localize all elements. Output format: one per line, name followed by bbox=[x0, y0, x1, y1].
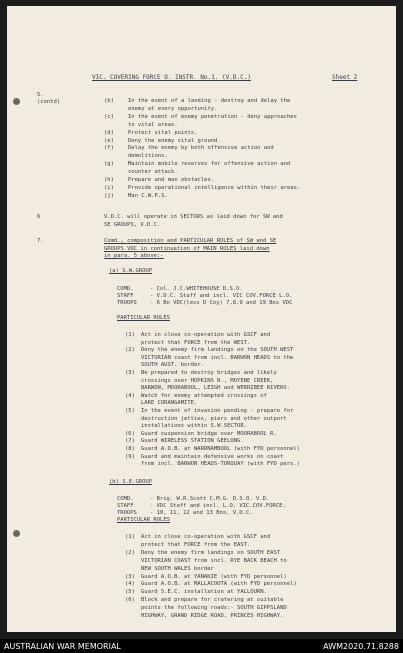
footer-accession: AWM2020.71.8288 bbox=[323, 642, 399, 651]
sw-role-text: Guard A.O.B. at WARRNAMBOOL (with FYD personnel) bbox=[141, 446, 300, 452]
se-role-marker: (5) bbox=[125, 589, 135, 596]
para-5-item-text: counter attack. bbox=[128, 169, 178, 176]
para-6-line: SE GROUPS, V.D.C. bbox=[104, 221, 161, 228]
se-role-text: HIGHWAY, GRAND RIDGE ROAD, PRINCES HIGHWAY. bbox=[141, 613, 284, 619]
sw-role-text: Deny the enemy firm landings on the SOUTH WEST bbox=[141, 347, 294, 354]
para-5-number: 5. bbox=[37, 92, 44, 98]
para-7-line: in para. 5 above:- bbox=[104, 253, 164, 259]
archive-footer bbox=[0, 639, 403, 653]
sw-comd-value: - Col. J.C.WHITEHOUSE D.S.O. bbox=[150, 286, 243, 292]
se-group-heading: (b) S.E.GROUP bbox=[109, 479, 153, 485]
footer-institution: AUSTRALIAN WAR MEMORIAL bbox=[4, 642, 121, 651]
para-5-item-text: Protect vital points. bbox=[128, 129, 198, 136]
para-5-item-text: Delay the enemy by both offensive action and bbox=[128, 145, 274, 152]
sw-staff-label: STAFF bbox=[117, 293, 134, 299]
sw-role-text: Act in close co-operation with GSCF and bbox=[141, 332, 271, 338]
se-role-marker: (3) bbox=[125, 573, 135, 580]
para-7-line: GROUPS VDC in continuation of MAIN ROLES laid down bbox=[104, 245, 270, 252]
sw-group-heading: (a) S.W.GROUP bbox=[109, 268, 153, 274]
se-troops-label: TROOPS bbox=[117, 510, 137, 516]
se-troops-value: - 10, 11, 12 and 13 Bns. V.D.C. bbox=[150, 510, 253, 516]
sw-role-text: VICTORIAN coast from incl. BARWON HEADS to the bbox=[141, 354, 294, 361]
sw-troops-label: TROOPS bbox=[117, 300, 137, 306]
se-role-marker: (6) bbox=[125, 597, 135, 604]
document-page bbox=[7, 6, 396, 632]
para-5-item-text: Maintain mobile reserves for offensive action and bbox=[128, 161, 291, 168]
sw-role-marker: (3) bbox=[125, 370, 135, 376]
se-role-text: NEW SOUTH WALES border bbox=[141, 565, 214, 572]
sw-roles-heading: PARTICULAR ROLES bbox=[117, 315, 170, 321]
sw-role-marker: (9) bbox=[125, 453, 135, 460]
para-5-item-text: In the event of enemy penetration - deny approaches bbox=[128, 113, 297, 120]
sw-role-text: Guard WIRELESS STATION GEELONG. bbox=[141, 438, 244, 445]
para-5-item-marker: (g) bbox=[104, 161, 114, 168]
para-5-item-text: Provide operational intelligence within their areas. bbox=[128, 184, 301, 191]
sheet-number: Sheet 2 bbox=[332, 74, 358, 81]
document-title: VIC. COVERING FORCE O. INSTR. No.1. (V.D.C.) bbox=[92, 74, 251, 81]
sw-role-text: Guard suspension bridge over MOORABOOL R. bbox=[141, 430, 277, 437]
se-role-marker: (4) bbox=[125, 581, 135, 588]
se-role-text: VICTORIAN COAST from incl. RYE BACK BEACH to bbox=[141, 557, 287, 564]
sw-role-marker: (2) bbox=[125, 347, 135, 354]
se-role-marker: (1) bbox=[125, 534, 135, 540]
para-5-item-text: Deny the enemy vital ground. bbox=[128, 137, 221, 144]
sw-role-marker: (5) bbox=[125, 408, 135, 414]
para-5-item-marker: (h) bbox=[104, 177, 114, 183]
para-5-item-text: Man C.W.P.S. bbox=[128, 192, 168, 199]
sw-role-text: crossings over HOPKINS R., MOYENE CREEK, bbox=[141, 377, 274, 384]
se-roles-heading: PARTICULAR ROLES bbox=[117, 517, 170, 523]
se-role-marker: (2) bbox=[125, 549, 135, 556]
para-5-item-text: In the event of a landing - destroy and delay the bbox=[128, 98, 291, 104]
sw-role-text: In the event of invasion pending - prepare for bbox=[141, 408, 294, 414]
sw-comd-label: COMD. bbox=[117, 286, 134, 292]
se-staff-value: - VDC Staff and incl. L.O. VIC.COV.FORCE. bbox=[150, 503, 286, 509]
sw-role-marker: (4) bbox=[125, 392, 135, 399]
se-comd-label: COMD. bbox=[117, 496, 134, 502]
se-role-text: Act in close co-operation with GSCF and bbox=[141, 534, 271, 540]
sw-role-marker: (1) bbox=[125, 332, 135, 338]
para-5-item-marker: (e) bbox=[104, 137, 114, 144]
sw-role-text: from incl. BARWON HEADS-TORQUAY (with FYD pers.) bbox=[141, 461, 300, 468]
sw-role-marker: (6) bbox=[125, 430, 135, 437]
para-5-item-text: enemy at every opportunity. bbox=[128, 105, 218, 112]
se-role-text: Guard S.E.C. installation at YALLOURN. bbox=[141, 589, 267, 596]
sw-role-marker: (8) bbox=[125, 446, 135, 452]
para-7-number: 7. bbox=[37, 238, 44, 244]
para-5-item-marker: (b) bbox=[104, 98, 114, 104]
para-6-number: 6 bbox=[37, 214, 41, 220]
se-role-text: points the following roads:- SOUTH GIPPSLAND bbox=[141, 605, 287, 612]
punch-hole bbox=[13, 530, 20, 537]
sw-role-text: Guard and maintain defensive works on coast bbox=[141, 453, 284, 460]
sw-role-marker: (7) bbox=[125, 438, 135, 445]
sw-role-text: SOUTH AUST. border. bbox=[141, 362, 204, 369]
se-role-text: Guard A.O.B. at MALLACOOTA (with FYD personnel) bbox=[141, 581, 297, 588]
se-comd-value: - Brig. W.R.Scott C.M.G. D.S.O. V.D. bbox=[150, 496, 270, 502]
sw-role-text: Watch for enemy attempted crossings of bbox=[141, 392, 267, 399]
se-staff-label: STAFF bbox=[117, 503, 134, 509]
se-role-text: Block and prepare for cratering at suitable bbox=[141, 597, 284, 604]
se-role-text: Deny the enemy firm landings on SOUTH EAST bbox=[141, 549, 281, 556]
para-5-item-text: Prepare and man obstacles. bbox=[128, 177, 215, 183]
para-5-item-marker: (f) bbox=[104, 145, 114, 152]
punch-hole bbox=[13, 98, 20, 105]
sw-role-text: BARWON, MOORABOOL, LEIGH and WERRIBEE RIVERS. bbox=[141, 385, 291, 392]
se-role-text: Guard A.O.B. at YANAKIE (with FYD personnel) bbox=[141, 573, 287, 580]
sw-role-text: Be prepared to destroy bridges and likely bbox=[141, 370, 277, 376]
para-5-item-marker: (j) bbox=[104, 192, 114, 199]
para-5-item-marker: (d) bbox=[104, 129, 114, 136]
para-6-line: V.D.C. will operate in SECTORS as laid down for SW and bbox=[104, 214, 283, 220]
sw-role-text: destruction jetties, piers and other outport bbox=[141, 415, 287, 422]
sw-staff-value: - V.D.C. Staff and incl. VIC COV.FORCE L.O. bbox=[150, 293, 293, 299]
sw-role-text: installations within S.W.SECTOR. bbox=[141, 423, 247, 430]
sw-role-text: protect that FORCE from the WEST. bbox=[141, 339, 251, 346]
para-5-item-text: to vital areas. bbox=[128, 121, 178, 128]
sw-troops-value: - 6 Bn VDC(less D Coy) 7,8,9 and 19 Bns VDC bbox=[150, 300, 293, 306]
para-5-contd: (contd) bbox=[37, 99, 61, 105]
para-5-item-marker: (i) bbox=[104, 184, 114, 191]
sw-role-text: LAKE CORANGAMITE. bbox=[141, 400, 198, 407]
para-5-item-marker: (c) bbox=[104, 113, 114, 120]
para-5-item-text: demolitions. bbox=[128, 153, 168, 160]
se-role-text: protect that FORCE from the EAST. bbox=[141, 541, 251, 548]
para-7-line: Comd., composition and PARTICULAR ROLES of SW and SE bbox=[104, 238, 277, 244]
